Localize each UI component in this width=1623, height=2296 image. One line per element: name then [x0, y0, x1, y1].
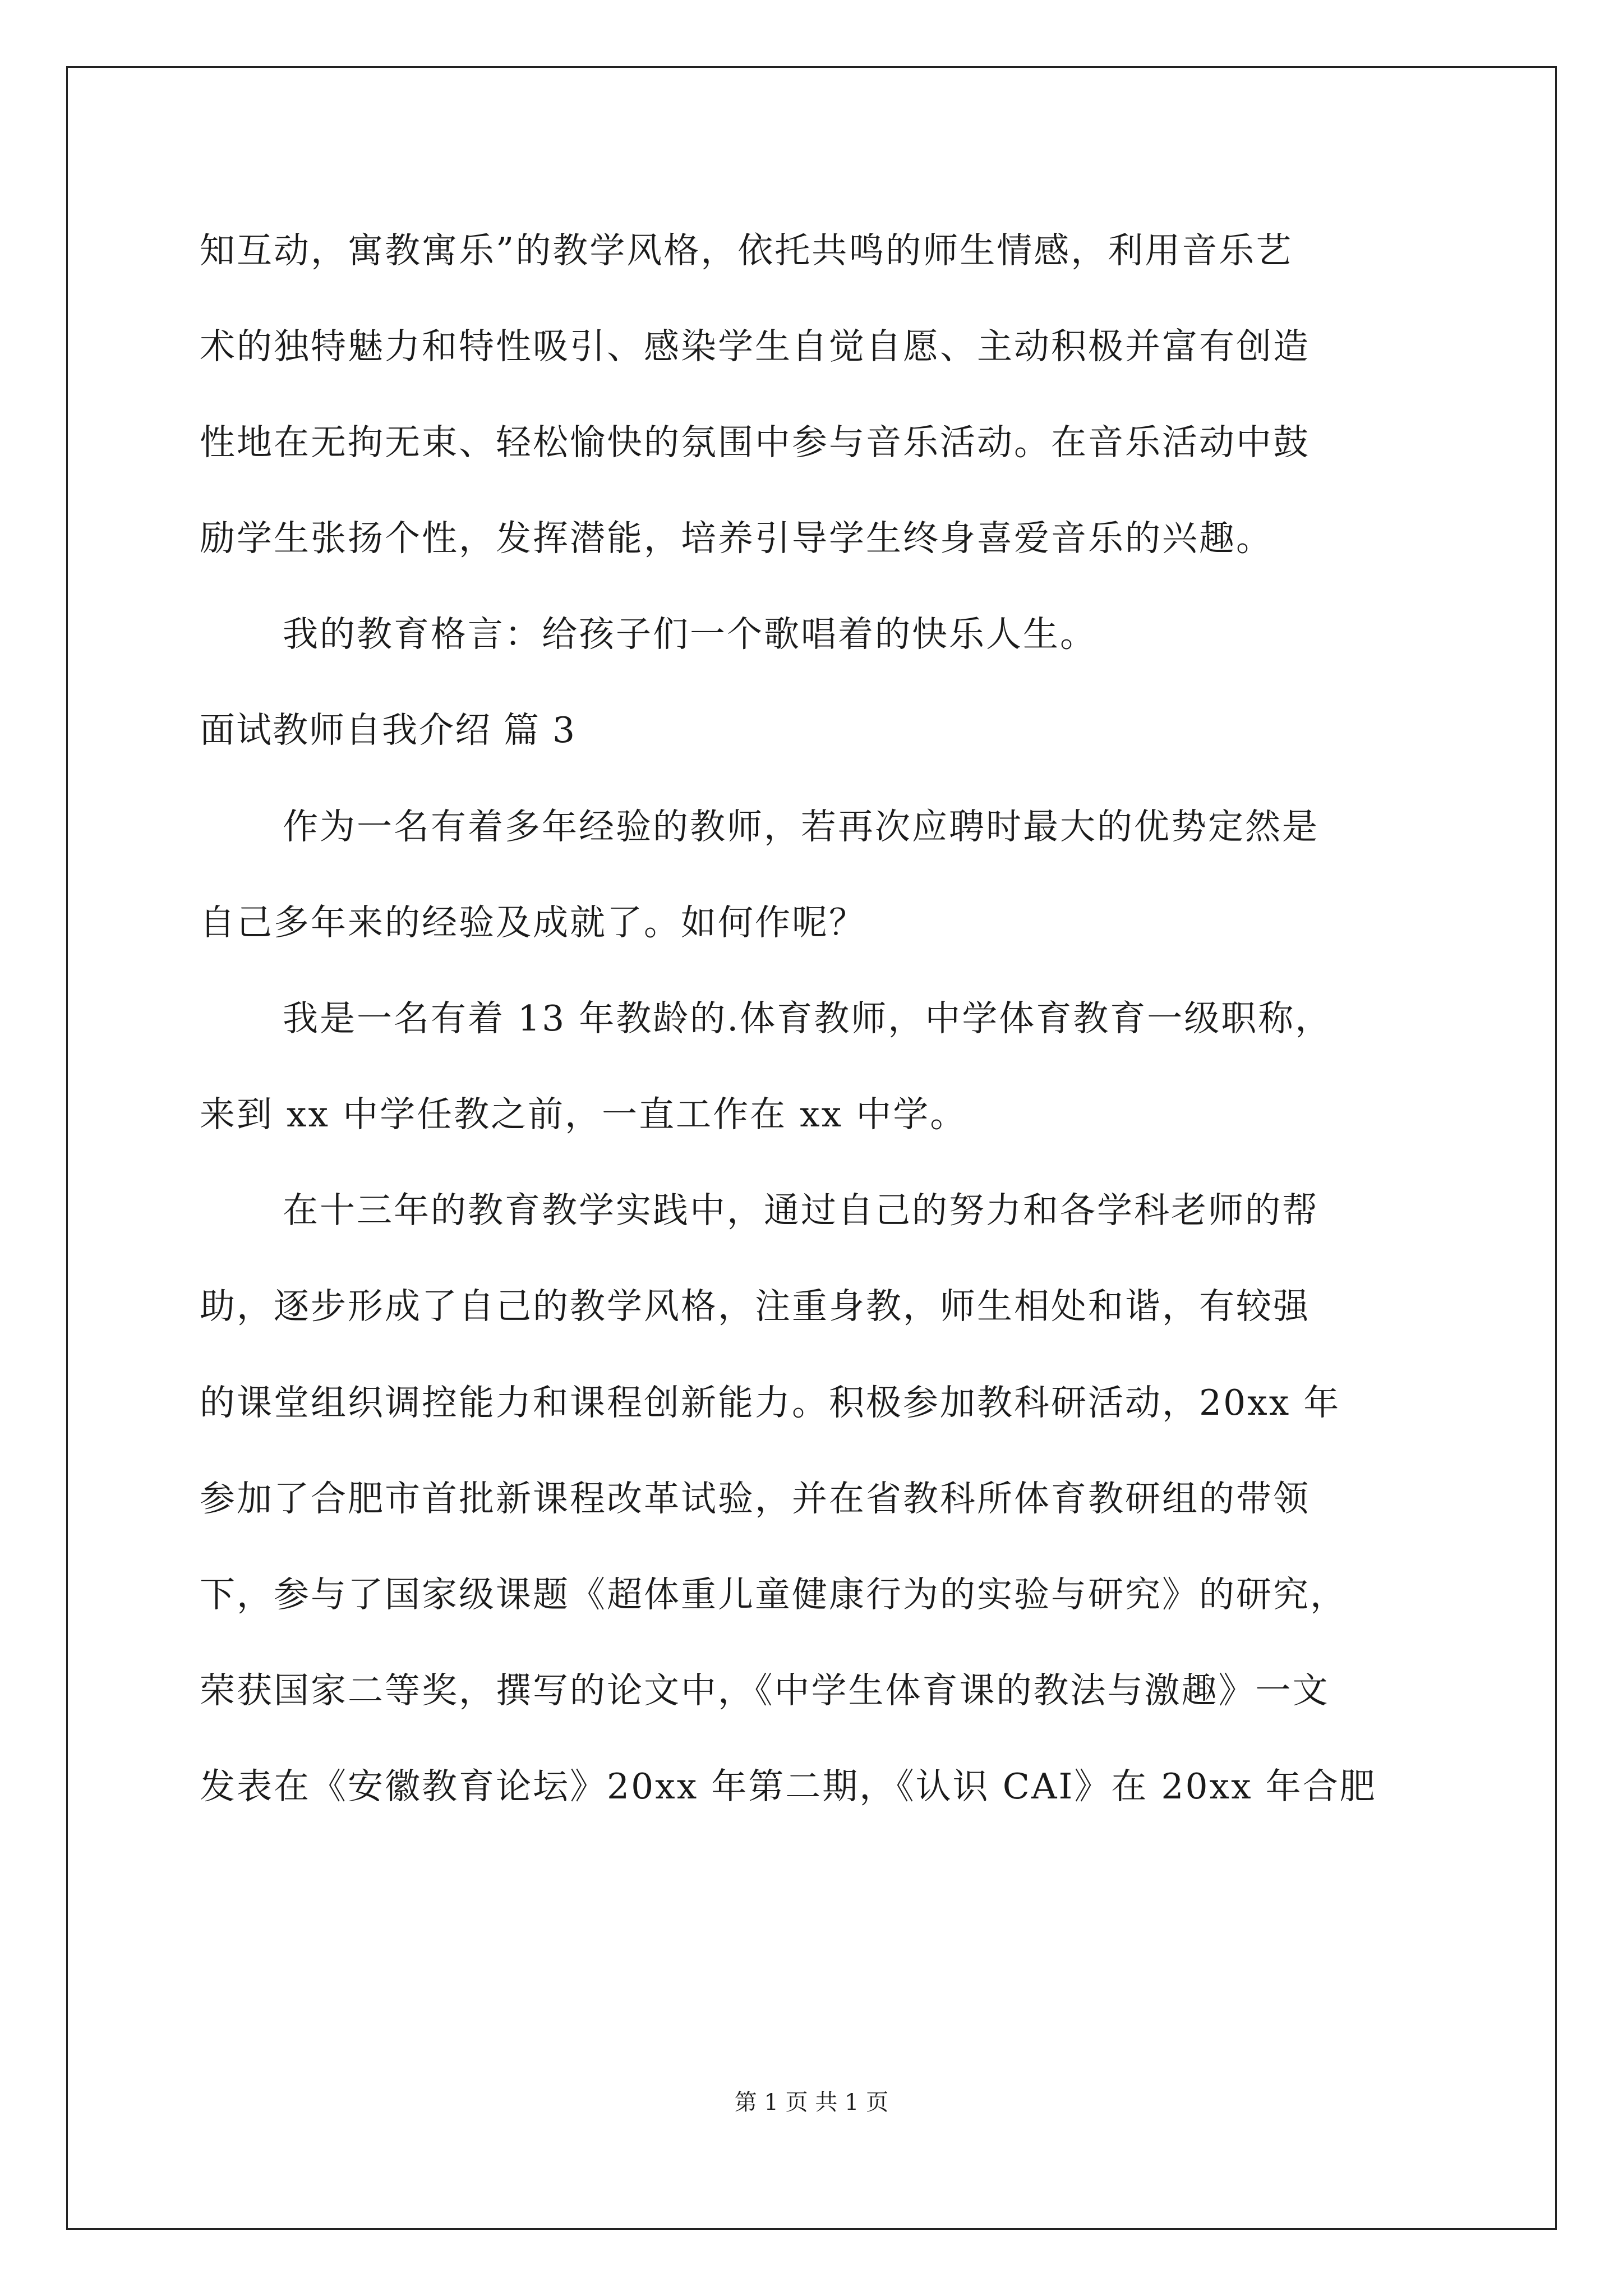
motto-line: 我的教育格言：给孩子们一个歌唱着的快乐人生。	[283, 614, 1097, 655]
text-line: 作为一名有着多年经验的教师，若再次应聘时最大的优势定然是	[283, 806, 1319, 847]
text-line: 发表在《安徽教育论坛》20xx 年第二期，《认识 CAI》在 20xx 年合肥	[200, 1766, 1377, 1807]
text-line: 自己多年来的经验及成就了。如何作呢？	[200, 902, 866, 943]
text-line: 我是一名有着 13 年教龄的.体育教师，中学体育教育一级职称，	[283, 998, 1332, 1039]
page-border	[66, 66, 1557, 2230]
text-line: 的课堂组织调控能力和课程创新能力。积极参加教科研活动，20xx 年	[200, 1382, 1341, 1423]
text-line: 励学生张扬个性，发挥潜能，培养引导学生终身喜爱音乐的兴趣。	[200, 518, 1273, 559]
text-line: 参加了合肥市首批新课程改革试验，并在省教科所体育教研组的带领	[200, 1478, 1310, 1519]
text-line: 在十三年的教育教学实践中，通过自己的努力和各学科老师的帮	[283, 1190, 1319, 1231]
text-line: 来到 xx 中学任教之前，一直工作在 xx 中学。	[200, 1094, 967, 1135]
text-line: 荣获国家二等奖，撰写的论文中，《中学生体育课的教法与激趣》一文	[200, 1670, 1330, 1711]
page-footer: 第 1 页 共 1 页	[734, 2090, 889, 2115]
section-heading: 面试教师自我介绍 篇 3	[200, 710, 577, 751]
text-line: 助，逐步形成了自己的教学风格，注重身教，师生相处和谐，有较强	[200, 1286, 1310, 1327]
text-line: 下，参与了国家级课题《超体重儿童健康行为的实验与研究》的研究，	[200, 1574, 1347, 1615]
text-line: 性地在无拘无束、轻松愉快的氛围中参与音乐活动。在音乐活动中鼓	[200, 422, 1310, 463]
text-line: 知互动，寓教寓乐”的教学风格，依托共鸣的师生情感，利用音乐艺	[200, 230, 1293, 271]
text-line: 术的独特魅力和特性吸引、感染学生自觉自愿、主动积极并富有创造	[200, 326, 1310, 367]
